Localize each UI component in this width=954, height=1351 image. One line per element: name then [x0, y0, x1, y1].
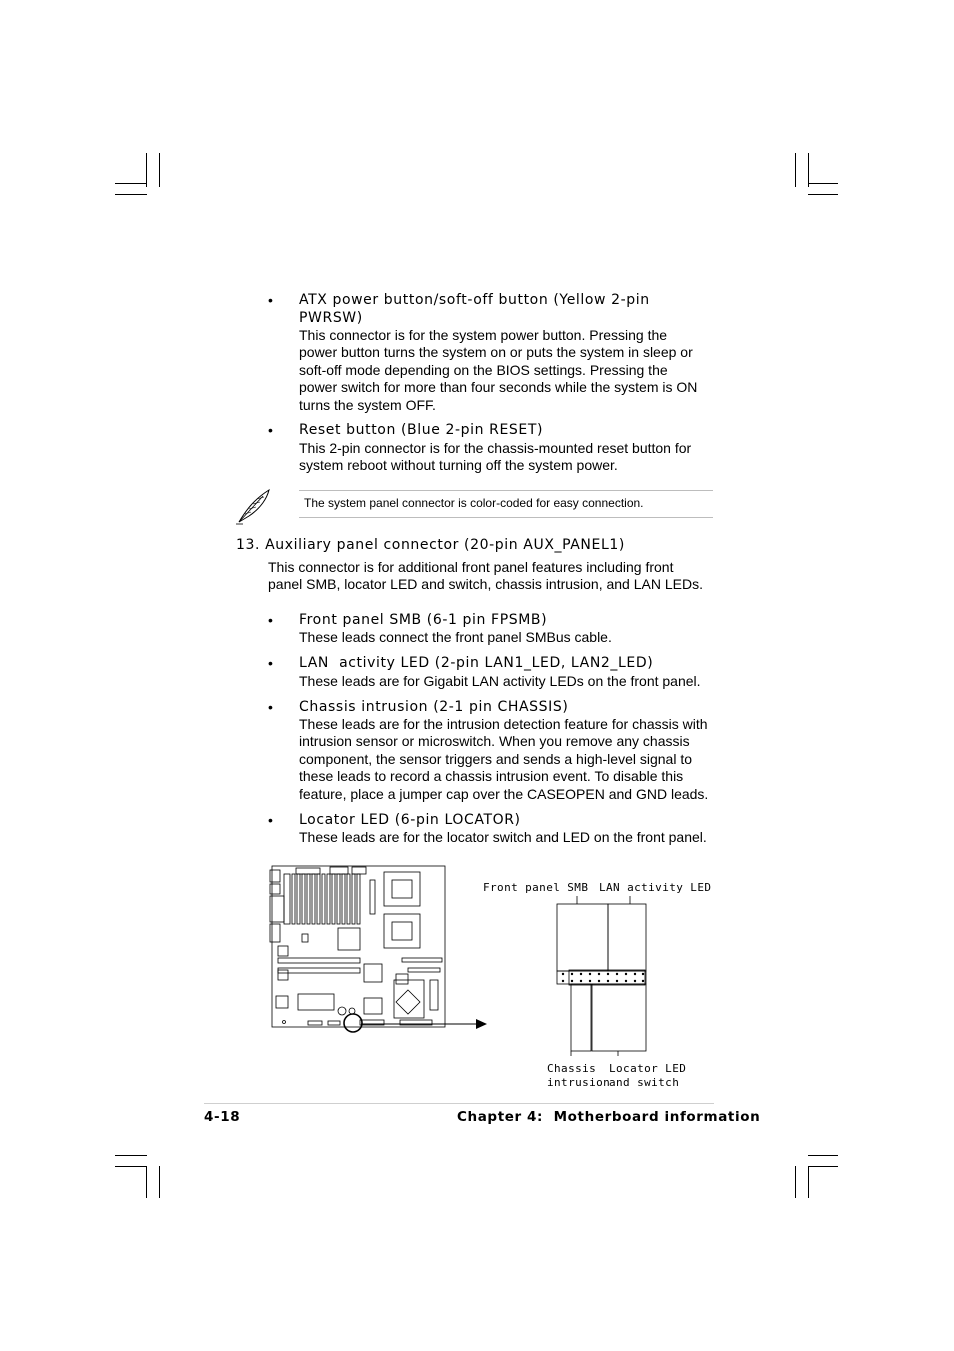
fpsmb-description	[299, 629, 719, 646]
text-line: system reboot without turning off the system power.	[299, 457, 618, 474]
fpsmb-heading: Front panel SMB (6-1 pin FPSMB)	[299, 612, 548, 628]
text-line: power switch for more than four seconds while the system is ON	[299, 379, 698, 396]
text-line: This 2-pin connector is for the chassis-mounted reset button for	[299, 440, 692, 456]
text-line: These leads are for the intrusion detection feature for chassis with	[299, 716, 708, 732]
crop-mark-bottom-right	[795, 1166, 796, 1198]
crop-mark-top-left	[159, 153, 160, 187]
note-text: The system panel connector is color-coded for easy connection.	[304, 496, 644, 510]
aux-panel-description	[268, 559, 718, 594]
crop-mark-top-right	[795, 153, 796, 187]
crop-mark-top-left	[146, 153, 147, 187]
text-line: This connector is for the system power button. Pressing the	[299, 327, 668, 343]
text-line: these leads to record a chassis intrusion event. To disable this	[299, 768, 684, 785]
bullet: •	[268, 292, 273, 308]
crop-mark-top-right	[808, 194, 838, 195]
lan-led-description	[299, 673, 719, 690]
text-line: intrusion sensor or microswitch. When you remove any chassis	[299, 733, 690, 750]
crop-mark-top-right	[808, 183, 838, 184]
bullet: •	[268, 699, 273, 715]
text-line: These leads are for Gigabit LAN activity LEDs on the front panel.	[299, 673, 701, 689]
text-line: power button turns the system on or puts the system in sleep or	[299, 344, 693, 361]
lan-activity-led-label: LAN activity LED	[599, 881, 712, 894]
chapter-title: Chapter 4: Motherboard information	[457, 1109, 761, 1125]
reset-description	[299, 440, 719, 475]
locator-led-label: Locator LED	[609, 1062, 687, 1075]
atx-power-heading-line1: ATX power button/soft-off button (Yellow 2-pin	[299, 292, 650, 308]
text-line: soft-off mode depending on the BIOS settings. Pressing the	[299, 361, 668, 378]
reset-heading: Reset button (Blue 2-pin RESET)	[299, 422, 544, 438]
text-line: panel SMB, locator LED and switch, chassis intrusion, and LAN LEDs.	[268, 576, 703, 593]
crop-mark-top-left	[115, 194, 147, 195]
note-bottom-rule	[299, 517, 713, 518]
crop-mark-top-left	[115, 183, 147, 184]
crop-mark-bottom-right	[808, 1155, 838, 1156]
lan-led-heading: LAN activity LED (2-pin LAN1_LED, LAN2_LED)	[299, 655, 654, 671]
bullet: •	[268, 422, 273, 438]
aux-panel-heading: 13. Auxiliary panel connector (20-pin AUX_PANEL1)	[236, 537, 625, 553]
crop-mark-top-right	[808, 153, 809, 187]
chassis-description	[299, 716, 719, 803]
text-line: feature, place a jumper cap over the CASEOPEN and GND leads.	[299, 785, 709, 802]
text-line: These leads are for the locator switch and LED on the front panel.	[299, 829, 707, 845]
intrusion-label: intrusion	[547, 1076, 611, 1089]
front-panel-smb-label: Front panel SMB	[483, 881, 589, 894]
crop-mark-bottom-left	[146, 1166, 147, 1198]
crop-mark-bottom-right	[808, 1166, 838, 1167]
bullet: •	[268, 655, 273, 671]
crop-mark-bottom-left	[159, 1166, 160, 1198]
bullet: •	[268, 612, 273, 628]
atx-power-description	[299, 327, 719, 414]
chassis-label: Chassis	[547, 1062, 597, 1075]
text-line: component, the sensor triggers and sends a high-level signal to	[299, 750, 693, 767]
motherboard-layout-diagram	[268, 862, 490, 1034]
page-number: 4-18	[204, 1109, 241, 1125]
crop-mark-bottom-left	[115, 1166, 147, 1167]
note-top-rule	[299, 490, 713, 491]
crop-mark-bottom-left	[115, 1155, 147, 1156]
text-line: turns the system OFF.	[299, 396, 436, 413]
locator-description	[299, 829, 719, 846]
chassis-heading: Chassis intrusion (2-1 pin CHASSIS)	[299, 699, 569, 715]
footer-rule	[204, 1103, 714, 1104]
and-switch-label: and switch	[609, 1076, 680, 1089]
atx-power-heading-line2: PWRSW)	[299, 310, 363, 326]
bullet: •	[268, 812, 273, 828]
feather-pen-note-icon	[233, 484, 275, 526]
crop-mark-bottom-right	[808, 1166, 809, 1198]
locator-heading: Locator LED (6-pin LOCATOR)	[299, 812, 521, 828]
text-line: This connector is for additional front panel features including front	[268, 559, 674, 575]
text-line: These leads connect the front panel SMBus cable.	[299, 629, 612, 645]
aux-panel-connector-diagram	[550, 896, 654, 1056]
